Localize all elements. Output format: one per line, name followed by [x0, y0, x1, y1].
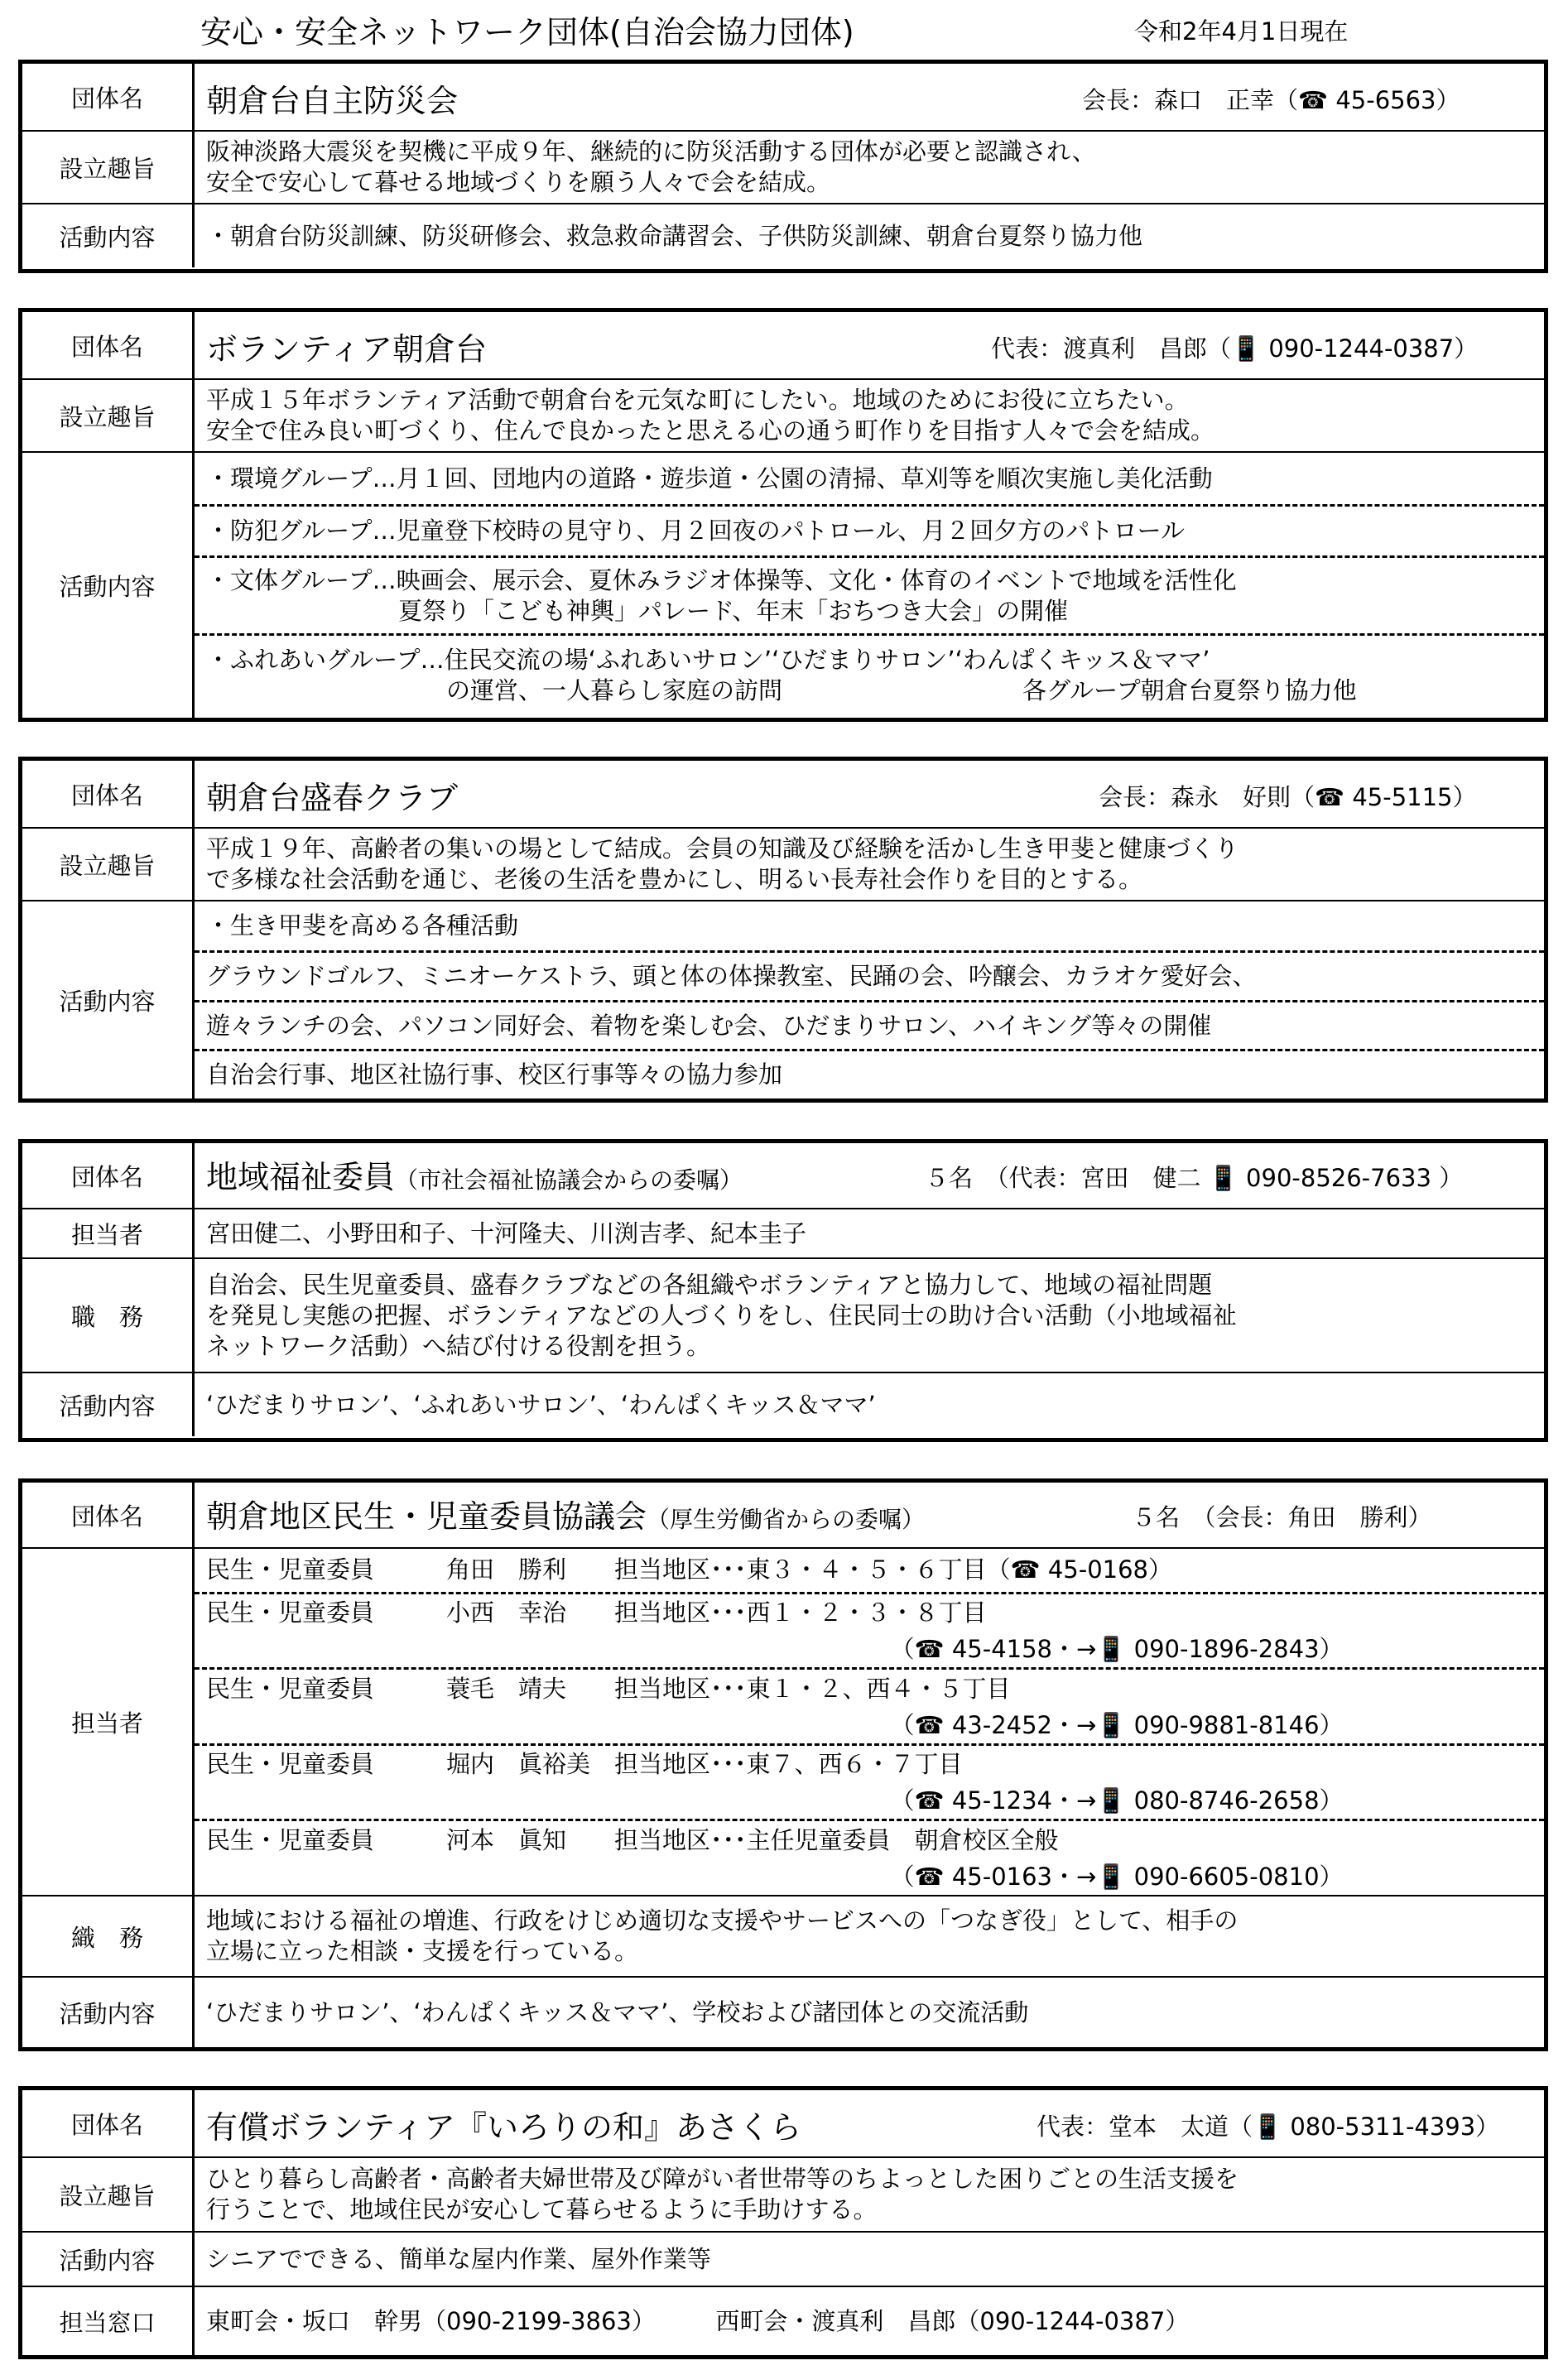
activity-item: 遊々ランチの会、パソコン同好会、着物を楽しむ会、ひだまりサロン、ハイキング等々の開催 [195, 1000, 1544, 1050]
group-contact: ５名 （会長：角田 勝利） [1132, 1503, 1432, 1531]
label-activity: 活動内容 [22, 901, 195, 1098]
group-name-row [22, 1483, 1544, 1547]
activity-text: シニアでできる、簡単な屋内作業、屋外作業等 [206, 2244, 711, 2273]
group-name: 有償ボランティア『いろりの和』あさくら [206, 2109, 801, 2146]
label-name: 団体名 [22, 64, 195, 130]
group-name-row [22, 312, 1544, 378]
label-person: 担当者 [22, 1549, 195, 1895]
activity-item: ・ふれあいグループ…住民交流の場‘ふれあいサロン’‘ひだまりサロン’‘わんぱくキッス＆ママ’ の運営、一人暮らし家庭の訪問 各グループ朝倉台夏祭り協力他 [195, 633, 1544, 714]
group-name-sub: （厚生労働省からの委嘱） [647, 1506, 926, 1533]
member-item: 民生・児童委員 河本 眞知 担当地区･･･主任児童委員 朝倉校区全般 （☎ 45-0163・→📱 090-6605-0810） [195, 1819, 1544, 1895]
group-contact: 代表：渡真利 昌郎（📱 090-1244-0387） [991, 334, 1479, 363]
label-person: 担当者 [22, 1209, 195, 1257]
purpose-text: 平成１９年、高齢者の集いの場として結成。会員の知識及び経験を活かし生き甲斐と健康づくり で多様な社会活動を通じ、老後の生活を豊かにし、明るい長寿社会作りを目的とする。 [206, 834, 1239, 893]
activity-item: 自治会行事、地区社協行事、校区行事等々の協力参加 [195, 1049, 1544, 1098]
label-activity: 活動内容 [22, 204, 195, 267]
activity-text: ・朝倉台防災訓練、防災研修会、救急救命講習会、子供防災訓練、朝倉台夏祭り協力他 [206, 221, 1143, 250]
label-activity: 活動内容 [22, 1978, 195, 2047]
label-purpose: 設立趣旨 [22, 829, 195, 900]
member-item: 民生・児童委員 堀内 眞裕美 担当地区･･･東７、西６・７丁目 （☎ 45-1234・→📱 080-8746-2658） [195, 1743, 1544, 1820]
group-contact: ５名 （代表：宮田 健二 📱 090-8526-7633 ） [925, 1164, 1464, 1192]
activity-item: グラウンドゴルフ、ミニオーケストラ、頭と体の体操教室、民踊の会、吟醸会、カラオケ愛好会、 [195, 950, 1544, 1000]
purpose-text: ひとり暮らし高齢者・高齢者夫婦世帯及び障がい者世帯等のちよっとした困りごとの生活支援を 行うことで、地域住民が安心して暮らせるように手助けする。 [206, 2165, 1239, 2223]
activity-row [22, 451, 1544, 718]
activity-text: ‘ひだまりサロン’、‘わんぱくキッス＆ママ’、学校および諸団体との交流活動 [206, 1997, 1029, 2026]
activity-item: ・防犯グループ…児童登下校時の見守り、月２回夜のパトロール、月２回夕方のパトロール [195, 504, 1544, 555]
label-duty: 織 務 [22, 1896, 195, 1976]
activity-item: ・生き甲斐を高める各種活動 [206, 911, 519, 940]
activity-row [22, 1976, 1544, 2047]
group-contact: 会長：森口 正幸（☎ 45-6563） [1082, 86, 1460, 114]
group-name: ボランティア朝倉台 [206, 331, 487, 368]
purpose-row [22, 827, 1544, 900]
label-duty: 職 務 [22, 1259, 195, 1372]
duty-row [22, 1257, 1544, 1372]
label-name: 団体名 [22, 761, 195, 827]
group-name-row [22, 64, 1544, 130]
activity-item: ・文体グループ…映画会、展示会、夏休みラジオ体操等、文化・体育のイベントで地域を活性化 夏祭り「こども神輿」パレード、年末「おちつき大会」の開催 [195, 555, 1544, 633]
member-item: 民生・児童委員 蓑毛 靖夫 担当地区･･･東１・２、西４・５丁目 （☎ 43-2452・→📱 090-9881-8146） [195, 1667, 1544, 1743]
group-name [206, 1491, 925, 1536]
group-name-main: 地域福祉委員 [206, 1159, 396, 1195]
activity-row [22, 900, 1544, 1098]
purpose-row [22, 130, 1544, 203]
group-volunteer [18, 308, 1548, 722]
group-name-row [22, 2090, 1544, 2156]
activity-text: ‘ひだまりサロン’、‘ふれあいサロン’、‘わんぱくキッス＆ママ’ [206, 1390, 876, 1419]
group-bousai [18, 60, 1548, 273]
group-name-main: 朝倉地区民生・児童委員協議会 [206, 1498, 647, 1535]
window-row [22, 2286, 1544, 2355]
purpose-text: 平成１５年ボランティア活動で朝倉台を元気な町にしたい。地域のためにお役に立ちたい。 安全で住み良い町づくり、住んで良かったと思える心の通う町作りを目指す人々で会を結成。 [206, 386, 1215, 445]
window-text: 東町会・坂口 幹男（090-2199-3863） 西町会・渡真利 昌郎（090-1244-0387） [206, 2306, 1190, 2335]
duty-text: 自治会、民生児童委員、盛春クラブなどの各組織やボランティアと協力して、地域の福祉問題 を発見し実態の把握、ボランティアなどの人づくりをし、住民同士の助け合い活動（小地域福祉 ネットワーク活動）へ結び付ける役割を担う。 [206, 1270, 1237, 1360]
group-name: 朝倉台盛春クラブ [206, 780, 459, 816]
group-name: 朝倉台自主防災会 [206, 83, 459, 119]
member-item: 民生・児童委員 角田 勝利 担当地区･･･東３・４・５・６丁目（☎ 45-0168） [206, 1555, 1173, 1584]
group-name-sub: （市社会福祉協議会からの委嘱） [395, 1166, 743, 1194]
label-window: 担当窓口 [22, 2287, 195, 2355]
as-of-date: 令和2年4月1日現在 [1134, 17, 1349, 46]
member-item: 民生・児童委員 小西 幸治 担当地区･･･西１・２・３・８丁目 （☎ 45-4158・→📱 090-1896-2843） [195, 1592, 1544, 1668]
group-name-row [22, 761, 1544, 827]
group-contact: 会長：森永 好則（☎ 45-5115） [1099, 783, 1477, 811]
activity-row [22, 1372, 1544, 1436]
label-purpose: 設立趣旨 [22, 2158, 195, 2231]
label-activity: 活動内容 [22, 2233, 195, 2286]
label-name: 団体名 [22, 1143, 195, 1208]
person-text: 宮田健二、小野田和子、十河隆夫、川渕吉孝、紀本圭子 [206, 1219, 807, 1247]
group-name-row [22, 1143, 1544, 1208]
group-welfare-committee [18, 1139, 1548, 1442]
label-purpose: 設立趣旨 [22, 132, 195, 203]
group-minsei-jido [18, 1478, 1548, 2051]
purpose-text: 阪神淡路大震災を契機に平成９年、継続的に防災活動する団体が必要と認識され、 安全で安心して暮せる地域づくりを願う人々で会を結成。 [206, 137, 1096, 196]
purpose-row [22, 2156, 1544, 2231]
group-seishun-club [18, 757, 1548, 1103]
activity-row [22, 203, 1544, 267]
label-name: 団体名 [22, 312, 195, 378]
label-purpose: 設立趣旨 [22, 380, 195, 451]
group-contact: 代表：堂本 太道（📱 080-5311-4393） [1037, 2113, 1500, 2141]
label-activity: 活動内容 [22, 453, 195, 718]
activity-row [22, 2231, 1544, 2286]
page-title: 安心・安全ネットワーク団体(自治会協力団体) [200, 14, 854, 50]
person-row [22, 1208, 1544, 1257]
group-irori-no-wa [18, 2086, 1548, 2359]
duty-text: 地域における福祉の増進、行政をけじめ適切な支援やサービスへの「つなぎ役」として、相手の 立場に立った相談・支援を行っている。 [206, 1906, 1239, 1965]
label-name: 団体名 [22, 1483, 195, 1547]
label-name: 団体名 [22, 2090, 195, 2156]
activity-item: ・環境グループ…月１回、団地内の道路・遊歩道・公園の清掃、草刈等を順次実施し美化活動 [206, 464, 1213, 493]
group-name [206, 1151, 743, 1197]
duty-row [22, 1895, 1544, 1976]
purpose-row [22, 378, 1544, 451]
page-header [0, 0, 1568, 50]
person-row [22, 1547, 1544, 1895]
label-activity: 活動内容 [22, 1373, 195, 1436]
